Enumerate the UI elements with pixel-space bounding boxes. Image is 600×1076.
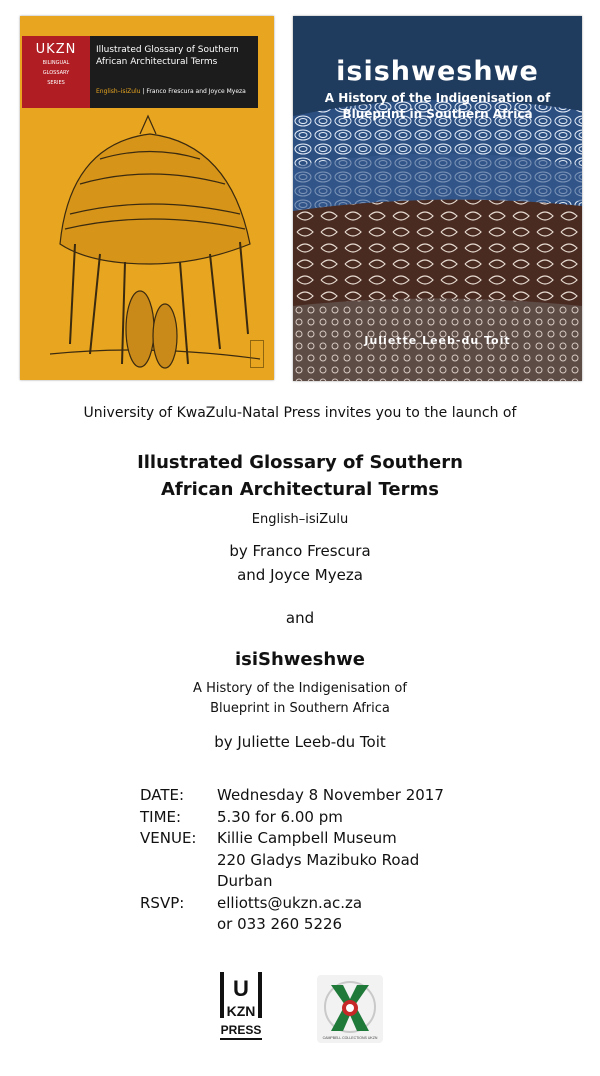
book-cover-glossary [20, 16, 274, 380]
book2-title: isiShweshwe [234, 649, 366, 670]
hut-illustration [30, 114, 264, 376]
rsvp-email-link[interactable]: elliotts@ukzn.ac.za [217, 893, 363, 912]
cover-subtitle-line-1: A History of the Indigenisation of [324, 91, 551, 105]
book2-subtitle-1: A History of the Indigenisation of [193, 681, 407, 696]
cover-authors: Franco Frescura and Joyce Myeza [146, 88, 246, 95]
book1-title-line-1: Illustrated Glossary of Southern [137, 452, 463, 473]
cover-title-band [22, 36, 258, 108]
series-line-3: SERIES [47, 80, 65, 86]
cover-title: Illustrated Glossary of Southern African Architectural Terms [96, 45, 239, 67]
venue-row [140, 828, 444, 850]
book1-byline-2: and Joyce Myeza [237, 566, 363, 584]
press-mark-icon [250, 340, 264, 368]
rsvp-phone: or 033 260 5226 [217, 915, 343, 933]
date-value: Wednesday 8 November 2017 [217, 786, 444, 804]
venue-line-1: Killie Campbell Museum [217, 829, 397, 847]
time-label: TIME: [140, 807, 182, 826]
book1-title-line-2: African Architectural Terms [161, 479, 439, 500]
book2-byline: by Juliette Leeb-du Toit [214, 733, 386, 751]
ukzn-press-logo [218, 970, 264, 1042]
invite-text: University of KwaZulu-Natal Press invites you to the launch of [83, 405, 517, 421]
and-text: and [285, 609, 315, 627]
press-logo-press: PRESS [220, 1023, 262, 1037]
date-label: DATE: [140, 786, 185, 804]
book-cover-isishweshwe [293, 16, 582, 381]
series-brand: UKZN [35, 42, 77, 57]
cover-subtitle-line-2: Blueprint in Southern Africa [342, 107, 533, 121]
book2-subtitle-2: Blueprint in Southern Africa [210, 701, 390, 716]
press-logo-kzn: KZN [226, 1003, 256, 1019]
venue-line-3: Durban [217, 872, 273, 890]
time-row [140, 807, 444, 829]
time-value: 5.30 for 6.00 pm [217, 807, 343, 826]
cover-language: English–isiZulu [96, 88, 141, 95]
series-badge [22, 36, 90, 108]
event-details [140, 785, 444, 936]
date-row [140, 785, 444, 807]
venue-line-2: 220 Gladys Mazibuko Road [217, 850, 420, 869]
press-logo-u: U [233, 976, 249, 1001]
cover-language-authors: English–isiZulu | Franco Frescura and Joyce Myeza [96, 88, 246, 95]
campbell-collections-icon [317, 975, 383, 1043]
campbell-caption: CAMPBELL COLLECTIONS UKZN [322, 1036, 378, 1040]
ukzn-press-logo-icon [218, 970, 264, 1042]
book1-language: English–isiZulu [251, 512, 349, 527]
cover-author: Juliette Leeb-du Toit [364, 334, 511, 347]
series-line-2: GLOSSARY [42, 70, 70, 76]
cover-title: isishweshwe [336, 56, 539, 87]
series-line-1: BILINGUAL [42, 60, 70, 66]
book1-byline-1: by Franco Frescura [229, 542, 371, 560]
cover-subtitle [293, 90, 582, 122]
rsvp-label: RSVP: [140, 893, 185, 912]
venue-label: VENUE: [140, 829, 197, 847]
rsvp-row [140, 893, 444, 915]
campbell-collections-logo [317, 975, 383, 1043]
